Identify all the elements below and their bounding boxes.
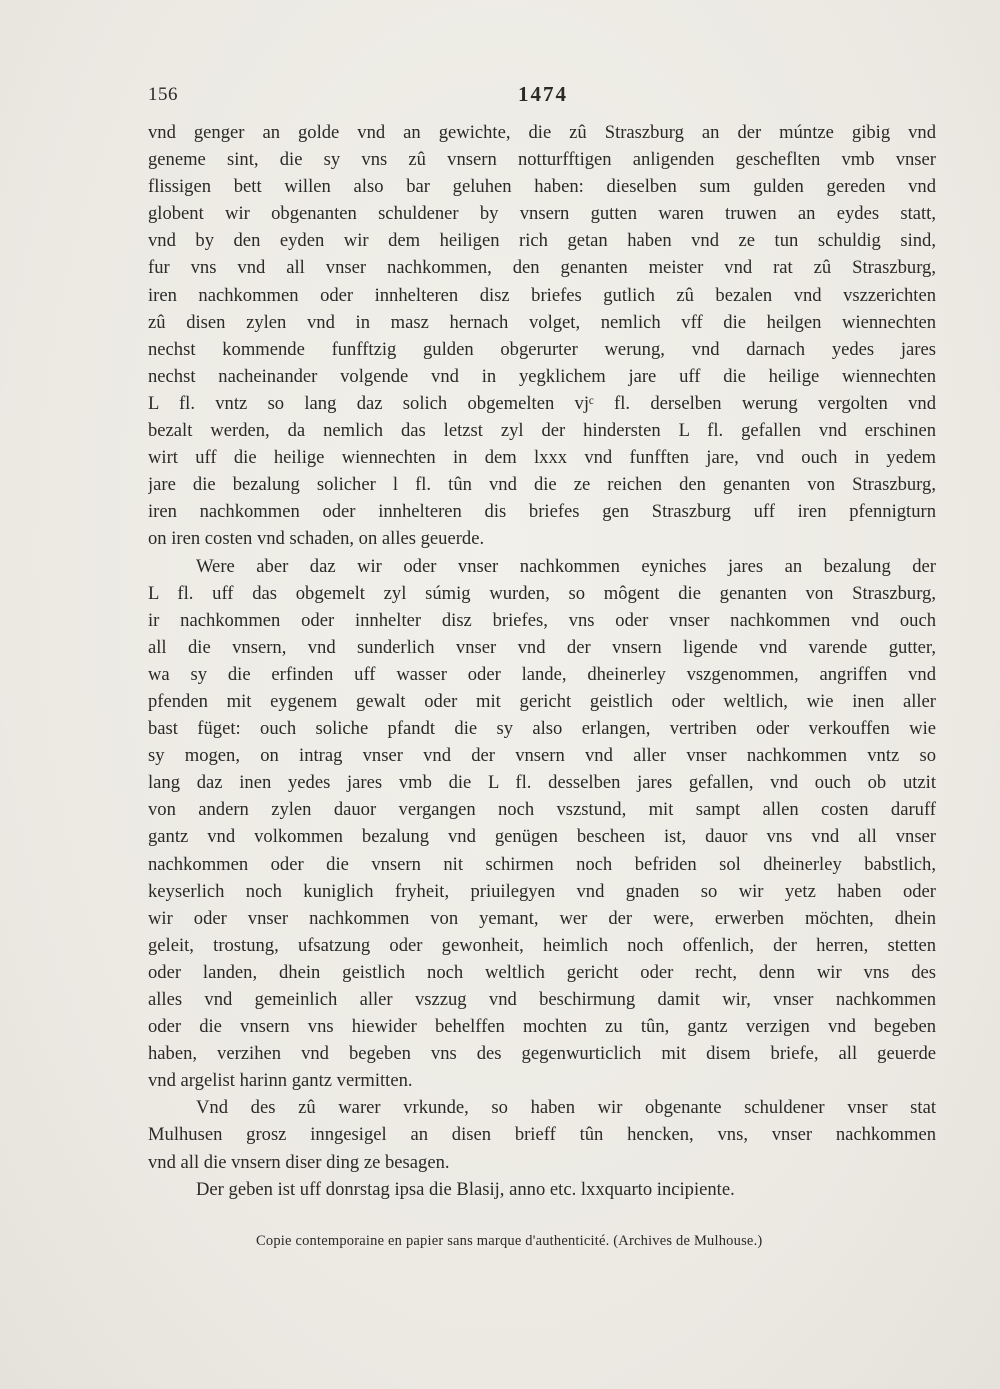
text-line: jare die bezalung solicher l fl. tûn vnd die ze reichen den genanten von Straszburg, bbox=[148, 474, 936, 496]
running-header-year: 1474 bbox=[518, 82, 568, 106]
text-line: bezalt werden, da nemlich das letzst zyl der hindersten L fl. gefallen vnd erschinen bbox=[148, 420, 936, 442]
text-line: alles vnd gemeinlich aller vszzug vnd beschirmung damit wir, vnser nachkommen bbox=[148, 989, 936, 1010]
text-line: wa sy die erfinden uff wasser oder lande, dheinerley vszgenommen, angriffen vnd bbox=[148, 663, 936, 685]
text-line: vnd all die vnsern diser ding ze besagen. bbox=[148, 1151, 450, 1173]
text-line: nachkommen oder die vnsern nit schirmen noch befriden sol dheinerley babstlich, bbox=[148, 853, 936, 875]
text-line: bast füget: ouch soliche pfandt die sy also erlangen, vertriben oder verkouffen wie bbox=[148, 718, 936, 740]
text-line: Vnd des zû warer vrkunde, so haben wir obgenante schuldener vnser stat bbox=[196, 1097, 936, 1119]
text-line: ir nachkommen oder innhelter disz briefes, vns oder vnser nachkommen vnd ouch bbox=[148, 609, 936, 631]
text-line: wir oder vnser nachkommen von yemant, wer der were, erwerben möchten, dhein bbox=[148, 907, 936, 929]
text-line: lang daz inen yedes jares vmb die L fl. desselben jares gefallen, vnd ouch ob utzit bbox=[148, 772, 936, 794]
text-line: haben, verzihen vnd begeben vns des gegenwurticlich mit disem briefe, all geuerde bbox=[148, 1043, 936, 1065]
text-line: sy mogen, on intrag vnser vnd der vnsern vnd aller vnser nachkommen vntz so bbox=[148, 745, 936, 767]
text-line: pfenden mit eygenem gewalt oder mit gericht geistlich oder weltlich, wie inen aller bbox=[148, 690, 936, 712]
text-line: Der geben ist uff donrstag ipsa die Blasij, anno etc. lxxquarto incipiente. bbox=[196, 1178, 735, 1200]
text-line: oder landen, dhein geistlich noch weltlich gericht oder recht, denn wir vns des bbox=[148, 961, 936, 983]
text-line: iren nachkommen oder innhelteren dis briefes gen Straszburg uff iren pfennigturn bbox=[148, 501, 936, 523]
text-line: flissigen bett willen also bar geluhen haben: dieselben sum gulden gereden vnd bbox=[148, 176, 936, 198]
text-line: geleit, trostung, ufsatzung oder gewonheit, heimlich noch offenlich, der herren, stetten bbox=[148, 934, 936, 956]
text-line: nechst nacheinander volgende vnd in yegklichem jare uff die heilige wiennechten bbox=[148, 365, 936, 387]
text-line: vnd genger an golde vnd an gewichte, die zû Straszburg an der múntze gibig vnd bbox=[148, 122, 936, 143]
text-line: Were aber daz wir oder vnser nachkommen eyniches jares an bezalung der bbox=[196, 555, 936, 577]
text-line: nechst kommende funfftzig gulden obgerurter werung, vnd darnach yedes jares bbox=[148, 338, 936, 360]
text-line: on iren costen vnd schaden, on alles geuerde. bbox=[148, 528, 485, 550]
text-line: zû disen zylen vnd in masz hernach volget, nemlich vff die heilgen wiennechten bbox=[148, 311, 936, 333]
source-footnote: Copie contemporaine en papier sans marque d'authenticité. (Archives de Mulhouse.) bbox=[256, 1233, 763, 1249]
text-line: vnd argelist harinn gantz vermitten. bbox=[148, 1070, 413, 1092]
text-line: von andern zylen dauor vergangen noch vszstund, mit sampt allen costen daruff bbox=[148, 799, 936, 821]
text-line: all die vnsern, vnd sunderlich vnser vnd der vnsern ligende vnd varende gutter, bbox=[148, 636, 936, 658]
text-line: iren nachkommen oder innhelteren disz briefes gutlich zû bezalen vnd vszzerichten bbox=[148, 284, 936, 306]
body-text bbox=[148, 119, 936, 1203]
page-header bbox=[148, 84, 938, 114]
text-line: gantz vnd volkommen bezalung vnd genügen bescheen ist, dauor vns vnd all vnser bbox=[148, 826, 936, 848]
text-line: wirt uff die heilige wiennechten in dem lxxx vnd funfften jare, vnd ouch in yedem bbox=[148, 447, 936, 469]
text-line: fur vns vnd all vnser nachkommen, den genanten meister vnd rat zû Straszburg, bbox=[148, 257, 936, 279]
text-line: L fl. uff das obgemelt zyl súmig wurden, so môgent die genanten von Straszburg, bbox=[148, 582, 936, 604]
text-line: geneme sint, die sy vns zû vnsern notturfftigen anligenden gescheflten vmb vnser bbox=[148, 149, 936, 171]
text-line: globent wir obgenanten schuldener by vnsern gutten waren truwen an eydes statt, bbox=[148, 203, 936, 225]
text-line: keyserlich noch kuniglich fryheit, priuilegyen vnd gnaden so wir yetz haben oder bbox=[148, 880, 936, 902]
page-number: 156 bbox=[148, 84, 178, 105]
text-line: vnd by den eyden wir dem heiligen rich getan haben vnd ze tun schuldig sind, bbox=[148, 230, 936, 252]
text-line: oder die vnsern vns hiewider behelffen mochten zu tûn, gantz verzigen vnd begeben bbox=[148, 1016, 936, 1038]
text-line: Mulhusen grosz inngesigel an disen brieff tûn hencken, vns, vnser nachkommen bbox=[148, 1124, 936, 1146]
text-line: L fl. vntz so lang daz solich obgemelten vjᶜ fl. derselben werung vergolten vnd bbox=[148, 392, 936, 414]
